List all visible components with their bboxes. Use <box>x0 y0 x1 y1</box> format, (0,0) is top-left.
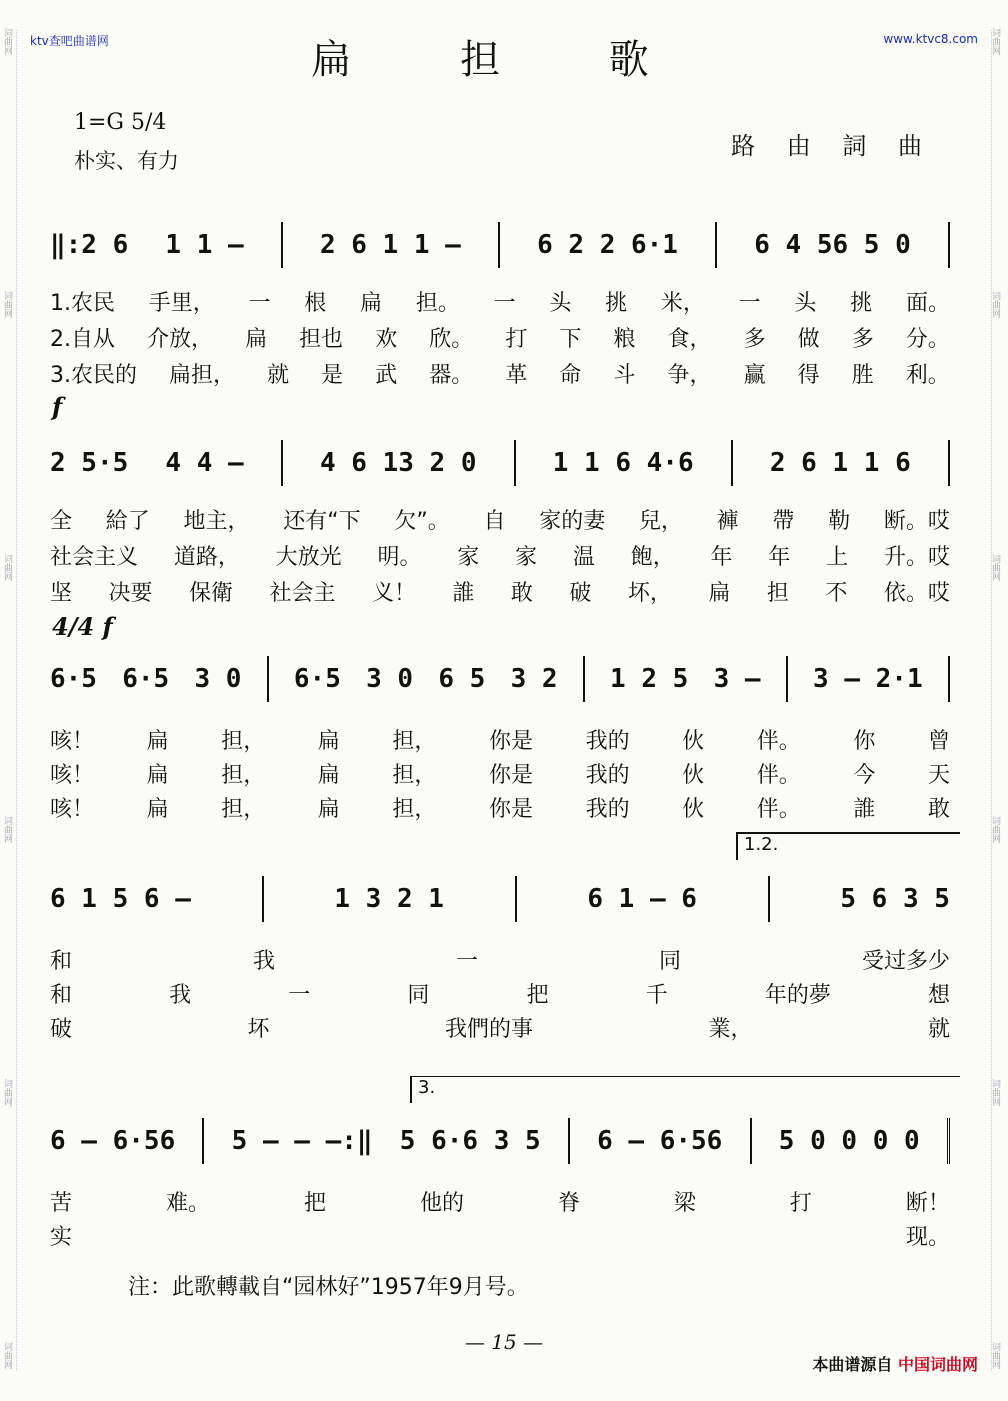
barline <box>514 440 516 486</box>
lyric-word: 食， <box>667 327 712 352</box>
note-group: 6 5 <box>438 664 486 694</box>
lyric-line <box>50 540 950 571</box>
note-group: 2 5·5 <box>50 448 129 478</box>
footnote: 注：此歌轉載自“园林好”1957年9月号。 <box>128 1275 529 1300</box>
note-group: 3 — <box>713 664 761 694</box>
lyric-word: 担， <box>392 763 437 788</box>
side-watermark: 词曲网 <box>4 1342 14 1371</box>
lyric-word: 斗 <box>613 363 636 388</box>
lyric-word: 介放， <box>147 327 214 352</box>
side-watermark: 词曲网 <box>4 291 14 320</box>
lyric-word: 他的 <box>419 1191 464 1216</box>
side-watermark: 词曲网 <box>4 554 14 583</box>
lyric-word: 粮 <box>613 327 636 352</box>
note-group: 2 6 1 1 — <box>319 230 461 260</box>
lyric-word: 你是 <box>488 763 533 788</box>
lyric-word: 咳！ <box>50 729 95 754</box>
lyric-word: 我 <box>169 983 192 1008</box>
lyric-word: 担， <box>392 729 437 754</box>
lyric-word: 扁担， <box>169 363 236 388</box>
lyric-word: 你是 <box>488 797 533 822</box>
lyric-word: 扁 <box>146 763 169 788</box>
note-group: 5 6·6 3 5 <box>399 1126 541 1156</box>
lyric-word: 命 <box>559 363 582 388</box>
lyric-word: 坏 <box>247 1017 270 1042</box>
lyric-line <box>50 792 950 823</box>
barline <box>948 440 950 486</box>
lyric-word: 脊 <box>557 1191 580 1216</box>
lyric-word: 一 <box>738 291 761 316</box>
lyric-word: 受过多少 <box>861 949 950 974</box>
lyric-word: 升。哎 <box>883 545 950 570</box>
lyric-word: 你是 <box>488 729 533 754</box>
left-watermark-strip <box>4 30 17 1371</box>
note-group: 1 2 5 <box>610 664 689 694</box>
barline <box>948 222 950 268</box>
note-group: 6 — 6·56 <box>50 1126 176 1156</box>
note-group: 4 4 — <box>165 448 244 478</box>
lyric-word: 咳！ <box>50 763 95 788</box>
barline <box>583 656 585 702</box>
barline <box>948 656 950 702</box>
lyric-word: 年 <box>768 545 791 570</box>
side-watermark: 词曲网 <box>992 29 1002 57</box>
lyric-word: 决要 <box>108 581 153 606</box>
lyric-line <box>50 504 950 535</box>
note-group: 6 2 2 6·1 <box>537 230 678 260</box>
lyric-word: 胜 <box>851 363 874 388</box>
lyric-word: 担。 <box>415 291 460 316</box>
lyric-word: 温 <box>572 545 595 570</box>
lyric-word: 大放光 <box>275 545 342 570</box>
lyric-word: 根 <box>304 291 327 316</box>
lyric-word: 破 <box>569 581 592 606</box>
notation-row-2 <box>50 440 950 486</box>
barline <box>267 656 269 702</box>
lyric-word: 不 <box>825 581 848 606</box>
notation-row-3 <box>50 656 950 702</box>
lyric-word: 米， <box>660 291 705 316</box>
barline <box>715 222 717 268</box>
lyric-word: 伙 <box>682 797 705 822</box>
lyric-word: 担， <box>221 763 266 788</box>
lyric-word: 伙 <box>682 729 705 754</box>
lyric-word: 断。哎 <box>883 509 950 534</box>
note-group: 6·5 <box>50 664 97 694</box>
barline <box>947 1118 950 1164</box>
note-group: 6·5 <box>122 664 170 694</box>
lyric-line <box>50 358 950 389</box>
composer-credit: 路 由 詞 曲 <box>731 132 934 160</box>
key-signature: 1=G 5/4 <box>74 110 167 135</box>
lyric-word: 破 <box>50 1017 73 1042</box>
lyric-word: 家 <box>515 545 538 570</box>
lyric-line <box>50 758 950 789</box>
side-watermark: 词曲网 <box>992 291 1002 320</box>
lyric-word: 扁 <box>146 729 169 754</box>
lyric-word: 把 <box>303 1191 326 1216</box>
lyric-word: 保衛 <box>188 581 233 606</box>
lyric-word: 同 <box>658 949 681 974</box>
song-title: 扁 担 歌 <box>311 37 697 83</box>
lyric-word: 一 <box>248 291 271 316</box>
lyric-word: 3.农民的 <box>50 363 137 388</box>
lyric-word: 就 <box>267 363 290 388</box>
note-group: 3 0 <box>366 664 414 694</box>
notation-row-4 <box>50 876 950 922</box>
lyric-word: 担也 <box>299 327 344 352</box>
lyric-word: 利。 <box>905 363 950 388</box>
notation-row-1 <box>50 222 950 268</box>
lyric-word: 我的 <box>585 763 630 788</box>
lyric-word: 家的妻 <box>539 509 606 534</box>
note-group: 3 2 <box>510 664 558 694</box>
lyric-line <box>50 944 950 975</box>
lyric-word: 义！ <box>371 581 416 606</box>
lyric-word: 多 <box>743 327 766 352</box>
lyric-word: 飽， <box>630 545 675 570</box>
side-watermark: 词曲网 <box>992 1080 1002 1109</box>
lyric-word: 1.农民 <box>50 291 115 316</box>
watermark-left[interactable]: ktv查吧曲谱网 <box>30 34 109 48</box>
barline <box>202 1118 204 1164</box>
lyric-word: 打 <box>505 327 528 352</box>
lyric-word: 难。 <box>165 1191 210 1216</box>
right-watermark-strip <box>991 30 1004 1371</box>
note-group: 6 4 56 5 0 <box>754 230 911 260</box>
lyric-word: 手里， <box>148 291 215 316</box>
lyric-word: 和 <box>50 983 73 1008</box>
lyric-word: 褲 <box>716 509 739 534</box>
lyric-word: 同 <box>407 983 430 1008</box>
lyric-word: 千 <box>645 983 668 1008</box>
source-prefix: 本曲谱源自 <box>812 1355 893 1374</box>
lyric-word: 給了 <box>105 509 150 534</box>
lyric-word: 咳！ <box>50 797 95 822</box>
note-group: 3 — 2·1 <box>813 664 923 694</box>
note-group: 6·5 <box>293 664 341 694</box>
lyric-word: 伴。 <box>756 729 801 754</box>
lyric-word: 我們的事 <box>444 1017 533 1042</box>
page-number: — 15 — <box>464 1330 544 1354</box>
lyric-line <box>50 978 950 1009</box>
lyric-word: 勒 <box>828 509 851 534</box>
note-group: 5 6 3 5 <box>840 884 950 914</box>
lyric-word: 誰 <box>853 797 876 822</box>
lyric-line <box>50 1220 950 1251</box>
lyric-word: 得 <box>797 363 820 388</box>
lyric-line <box>50 286 950 317</box>
lyric-word: 扁 <box>317 797 340 822</box>
lyric-word: 伙 <box>682 763 705 788</box>
lyric-word: 欠”。 <box>394 509 450 534</box>
lyric-word: 一 <box>455 949 478 974</box>
barline <box>281 440 283 486</box>
note-group: 6 — 6·56 <box>597 1126 723 1156</box>
lyric-word: 担， <box>392 797 437 822</box>
lyric-word: 扁 <box>317 763 340 788</box>
lyric-word: 想 <box>927 983 950 1008</box>
lyric-word: 武 <box>375 363 398 388</box>
barline <box>786 656 788 702</box>
lyric-word: 做 <box>797 327 820 352</box>
lyric-word: 现。 <box>905 1225 950 1250</box>
lyric-word: 担， <box>221 729 266 754</box>
time-change-forte: 4/4 f <box>52 612 113 641</box>
lyric-word: 伴。 <box>756 763 801 788</box>
volta-bracket-1-2: 1.2. <box>736 832 960 860</box>
side-watermark: 词曲网 <box>992 817 1002 846</box>
lyric-word: 就 <box>927 1017 950 1042</box>
lyric-word: 是 <box>321 363 344 388</box>
lyric-word: 打 <box>789 1191 812 1216</box>
notation-row-5 <box>50 1118 950 1164</box>
lyric-word: 坚 <box>50 581 73 606</box>
barline <box>731 440 733 486</box>
lyric-line <box>50 576 950 607</box>
lyric-word: 把 <box>526 983 549 1008</box>
lyric-word: 梁 <box>673 1191 696 1216</box>
barline <box>750 1118 752 1164</box>
lyric-word: 業， <box>708 1017 753 1042</box>
lyric-line <box>50 724 950 755</box>
note-group: 1 1 6 4·6 <box>552 448 694 478</box>
lyric-word: 扁 <box>360 291 383 316</box>
lyric-word: 挑 <box>605 291 628 316</box>
side-watermark: 词曲网 <box>4 29 14 57</box>
lyric-word: 挑 <box>850 291 873 316</box>
lyric-word: 多 <box>851 327 874 352</box>
source-credit[interactable] <box>812 1352 978 1375</box>
lyric-word: 上 <box>826 545 849 570</box>
note-group: 5 0 0 0 0 <box>778 1126 920 1156</box>
lyric-word: 社会主义 <box>50 545 139 570</box>
lyric-word: 和 <box>50 949 73 974</box>
note-group: 6 1 — 6 <box>587 884 697 914</box>
lyric-word: 扁 <box>245 327 268 352</box>
lyric-word: 敢 <box>510 581 533 606</box>
lyric-word: 依。哎 <box>883 581 950 606</box>
side-watermark: 词曲网 <box>4 1080 14 1109</box>
dynamic-forte: f <box>52 392 63 421</box>
lyric-line <box>50 322 950 353</box>
note-group: 1 1 — <box>165 230 244 260</box>
lyric-word: 年的夢 <box>764 983 831 1008</box>
watermark-right[interactable]: www.ktvc8.com <box>883 32 978 46</box>
barline <box>281 222 283 268</box>
lyric-word: 苦 <box>50 1191 73 1216</box>
barline <box>515 876 517 922</box>
lyric-word: 你 <box>853 729 876 754</box>
lyric-word: 天 <box>927 763 950 788</box>
note-group: 1 3 2 1 <box>334 884 444 914</box>
note-group: 3 0 <box>194 664 242 694</box>
note-group: ‖:2 6 <box>50 230 129 260</box>
note-group: 4 6 13 2 0 <box>319 448 477 478</box>
lyric-word: 扁 <box>146 797 169 822</box>
lyric-word: 明。 <box>377 545 422 570</box>
lyric-word: 担， <box>221 797 266 822</box>
lyric-word: 头 <box>794 291 817 316</box>
note-group: 6 1 5 6 — <box>50 884 191 914</box>
note-group: 2 6 1 1 6 <box>769 448 911 478</box>
lyric-word: 断！ <box>905 1191 950 1216</box>
lyric-word: 赢 <box>743 363 766 388</box>
lyric-word: 道路， <box>173 545 240 570</box>
lyric-word: 还有“下 <box>283 509 361 534</box>
lyric-word: 2.自从 <box>50 327 115 352</box>
tempo-marking: 朴实、有力 <box>74 149 179 173</box>
lyric-word: 争， <box>667 363 712 388</box>
lyric-word: 我的 <box>585 729 630 754</box>
lyric-word: 实 <box>50 1225 73 1250</box>
lyric-word: 头 <box>549 291 572 316</box>
lyric-word: 分。 <box>905 327 950 352</box>
lyric-word: 家 <box>457 545 480 570</box>
lyric-line <box>50 1012 950 1043</box>
side-watermark: 词曲网 <box>992 1342 1002 1371</box>
lyric-line <box>50 1186 950 1217</box>
lyric-word: 面。 <box>905 291 950 316</box>
lyric-word: 一 <box>288 983 311 1008</box>
lyric-word: 兒， <box>638 509 683 534</box>
lyric-word: 扁 <box>708 581 731 606</box>
barline <box>498 222 500 268</box>
lyric-word: 今 <box>853 763 876 788</box>
lyric-word: 自 <box>483 509 506 534</box>
lyric-word: 敢 <box>927 797 950 822</box>
lyric-word: 欣。 <box>429 327 474 352</box>
lyric-word: 一 <box>493 291 516 316</box>
lyric-word: 曾 <box>927 729 950 754</box>
lyric-word: 地主， <box>183 509 250 534</box>
barline <box>262 876 264 922</box>
side-watermark: 词曲网 <box>992 554 1002 583</box>
lyric-word: 担 <box>766 581 789 606</box>
lyric-word: 年 <box>710 545 733 570</box>
lyric-word: 我 <box>252 949 275 974</box>
note-group: 5 — — —:‖ <box>231 1126 373 1156</box>
lyric-word: 帶 <box>772 509 795 534</box>
lyric-word: 我的 <box>585 797 630 822</box>
lyric-word: 坏， <box>627 581 672 606</box>
lyric-word: 革 <box>505 363 528 388</box>
volta-bracket-3: 3. <box>410 1076 960 1103</box>
lyric-word: 誰 <box>452 581 475 606</box>
source-site[interactable]: 中国词曲网 <box>897 1355 978 1374</box>
lyric-word: 下 <box>559 327 582 352</box>
lyric-word: 全 <box>50 509 73 534</box>
side-watermark: 词曲网 <box>4 817 14 846</box>
lyric-word: 器。 <box>429 363 474 388</box>
barline <box>568 1118 570 1164</box>
lyric-word: 社会主 <box>269 581 336 606</box>
barline <box>768 876 770 922</box>
lyric-word: 扁 <box>317 729 340 754</box>
lyric-word: 伴。 <box>756 797 801 822</box>
lyric-word: 欢 <box>375 327 398 352</box>
